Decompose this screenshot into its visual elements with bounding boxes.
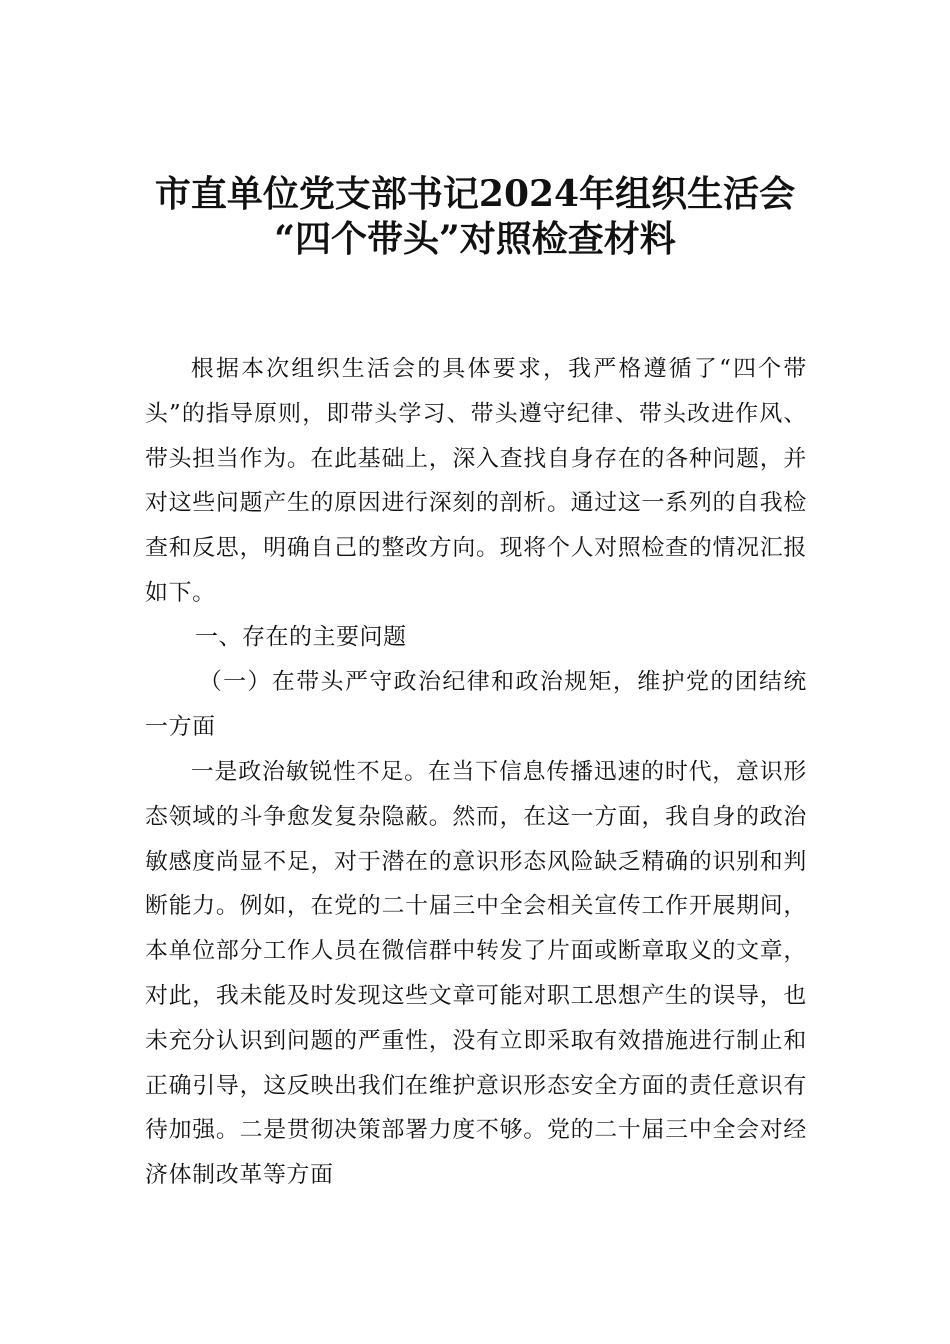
- body-paragraph: 一是政治敏锐性不足。在当下信息传播迅速的时代，意识形态领域的斗争愈发复杂隐蔽。然而，在这一方面，我自身的政治敏感度尚显不足，对于潜在的意识形态风险缺乏精确的识别和判断能力。例如，在党的二十届三中全会相关宣传工作开展期间，本单位部分工作人员在微信群中转发了片面或断章取义的文章，对此，我未能及时发现这些文章可能对职工思想产生的误导，也未充分认识到问题的严重性，没有立即采取有效措施进行制止和正确引导，这反映出我们在维护意识形态安全方面的责任意识有待加强。二是贯彻决策部署力度不够。党的二十届三中全会对经济体制改革等方面: [145, 759, 807, 1189]
- document-title-line-2: “四个带头”对照检查材料: [274, 218, 676, 260]
- subsection-heading: （一）在带头严守政治纪律和政治规矩，维护党的团结统一方面: [145, 669, 807, 740]
- intro-paragraph: 根据本次组织生活会的具体要求，我严格遵循了“四个带头”的指导原则，即带头学习、带头遵守纪律、带头改进作风、带头担当作为。在此基础上，深入查找自身存在的各种问题，并对这些问题产生的原因进行深刻的剖析。通过这一系列的自我检查和反思，明确自己的整改方向。现将个人对照检查的情况汇报如下。: [145, 356, 807, 606]
- section-heading: 一、存在的主要问题: [195, 624, 407, 650]
- document-title-line-1: 市直单位党支部书记2024年组织生活会: [154, 173, 796, 215]
